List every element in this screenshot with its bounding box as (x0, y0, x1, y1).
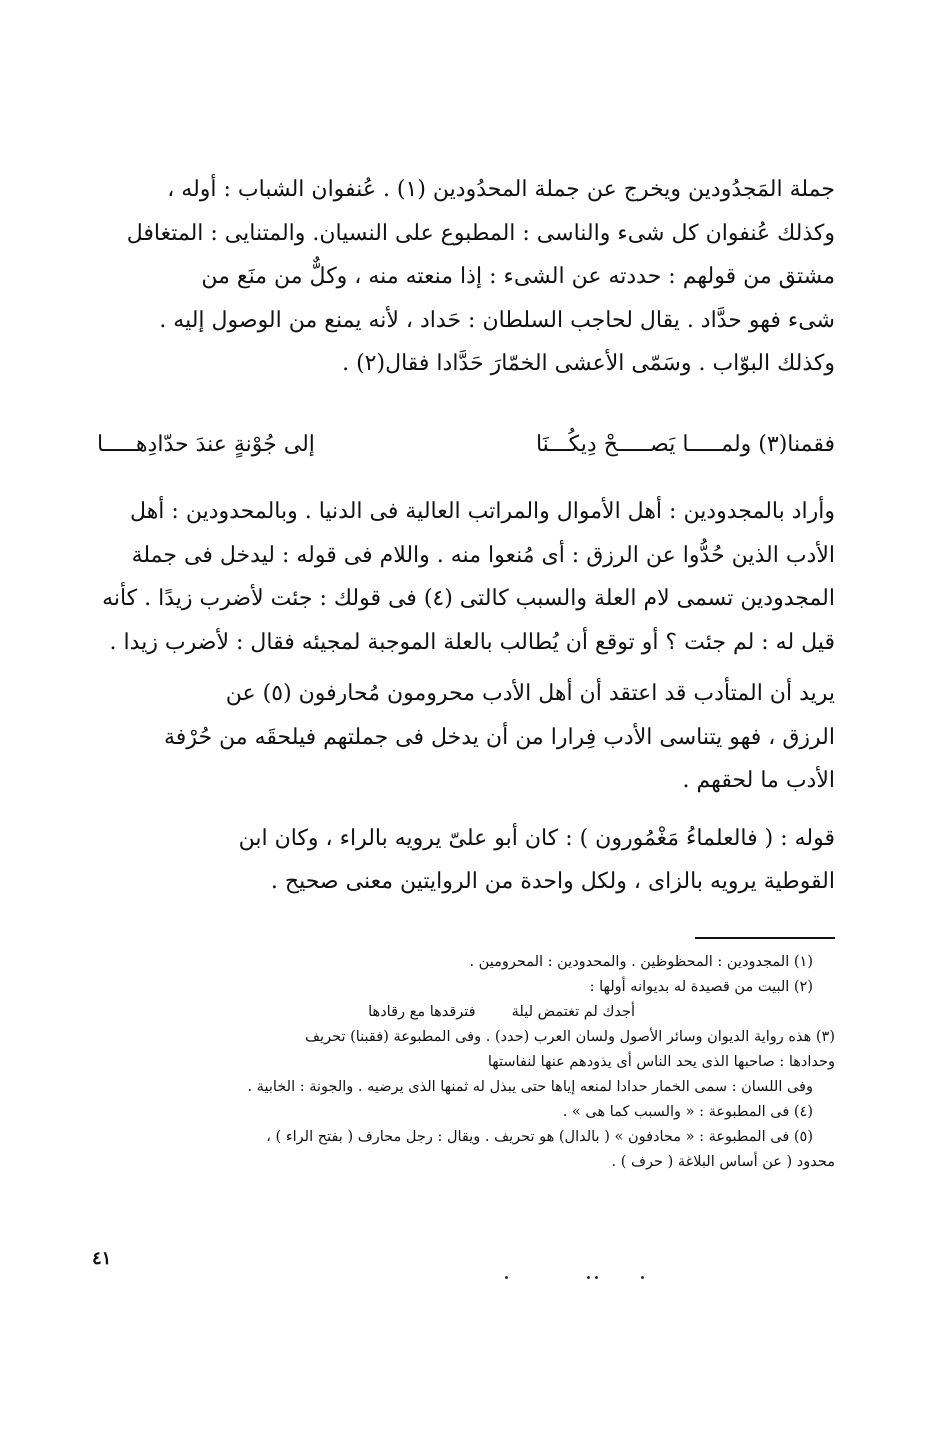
footnotes (97, 950, 835, 1175)
text-line: القوطية يرويه بالزاى ، ولكل واحدة من الروايتين معنى صحيح . (270, 869, 835, 894)
text-line: الأدب الذين حُدُّوا عن الرزق : أى مُنعوا منه . واللام فى قوله : ليدخل فى جملة (131, 542, 835, 568)
text-line: وأراد بالمجدودين : أهل الأموال والمراتب العالية فى الدنيا . وبالمحدودين : أهل (130, 499, 835, 524)
text-line: مشتق من قولهم : حددته عن الشىء : إذا منعته منه ، وكلٌّ من منَع من (201, 264, 835, 289)
footnote-1: (١) المجدودين : المحظوظين . والمحدودين : المحرومين . (469, 954, 813, 970)
verse-first-hemistich: فقمنا(٣) ولمـــــا يَصـــــحْ دِيكُـــنَا (535, 432, 835, 457)
text-line: الأدب ما لحقهم . (682, 768, 835, 793)
footnote-3-cont: وفى اللسان : سمى الخمار حدادا لمنعه إياها حتى يبذل له ثمنها الذى يرضيه . والجونة : الخابية . (247, 1079, 813, 1095)
footnote-verse-left: فترقدها مع رقادها (368, 1004, 476, 1020)
text-line: وكذلك عُنفوان كل شىء والناسى : المطبوع على النسيان. والمتنايى : المتغافل (126, 220, 835, 246)
footnote-5-cont: محدود ( عن أساس البلاغة ( حرف ) . (611, 1154, 835, 1170)
footnote-2-verse (97, 1000, 835, 1025)
main-text-block-2 (97, 490, 835, 904)
footnote-3-cont: وحدادها : صاحبها الذى يحد الناس أى يذودهم عنها لنفاستها (487, 1054, 835, 1070)
footnote-3: (٣) هذه رواية الديوان وسائر الأصول ولسان العرب (حدد) . وفى المطبوعة (فقبنا) تحريف (305, 1029, 835, 1045)
scan-specks (505, 1276, 655, 1282)
poetry-verse (97, 422, 835, 468)
text-line: يريد أن المتأدب قد اعتقد أن أهل الأدب محرومون مُحارفون (٥) عن (225, 681, 835, 706)
footnote-verse-right: أجدك لم تغتمض ليلة (511, 1004, 635, 1020)
footnote-separator (695, 937, 835, 939)
text-line: قوله : ( فالعلماءُ مَغْمُورون ) : كان أبو علىّ يرويه بالراء ، وكان ابن (238, 825, 835, 851)
text-line: الرزق ، فهو يتناسى الأدب فِرارا من أن يدخل فى جملتهم فيلحقَه من حُرْفة (164, 724, 835, 750)
text-line: المجدودين تسمى لام العلة والسبب كالتى (٤) فى قولك : جئت لأضرب زيدًا . كأنه (102, 586, 835, 611)
text-line: جملة المَجدُودين ويخرج عن جملة المحدُودين (١) . عُنفوان الشباب : أوله ، (167, 177, 835, 202)
footnote-5: (٥) فى المطبوعة : « محادفون » ( بالدال) هو تحريف . ويقال : رجل محارف ( بفتح الراء ) ، (266, 1129, 813, 1145)
footnote-4: (٤) فى المطبوعة : « والسبب كما هى » . (562, 1104, 813, 1120)
text-line: وكذلك البوّاب . وسَمّى الأعشى الخمّارَ حَدَّادا فقال(٢) . (342, 351, 835, 376)
text-line: قيل له : لم جئت ؟ أو توقع أن يُطالب بالعلة الموجبة لمجيئه فقال : لأضرب زيدا . (109, 629, 835, 655)
text-line: شىء فهو حدَّاد . يقال لحاجب السلطان : حَداد ، لأنه يمنع من الوصول إليه . (159, 307, 835, 333)
page-number: ٤١ (92, 1248, 112, 1269)
verse-second-hemistich: إلى جُوْنةٍ عندَ حدّادِهـــــا (97, 432, 315, 457)
main-text-block (97, 168, 835, 386)
footnote-2: (٢) البيت من قصيدة له بديوانه أولها : (589, 979, 813, 995)
